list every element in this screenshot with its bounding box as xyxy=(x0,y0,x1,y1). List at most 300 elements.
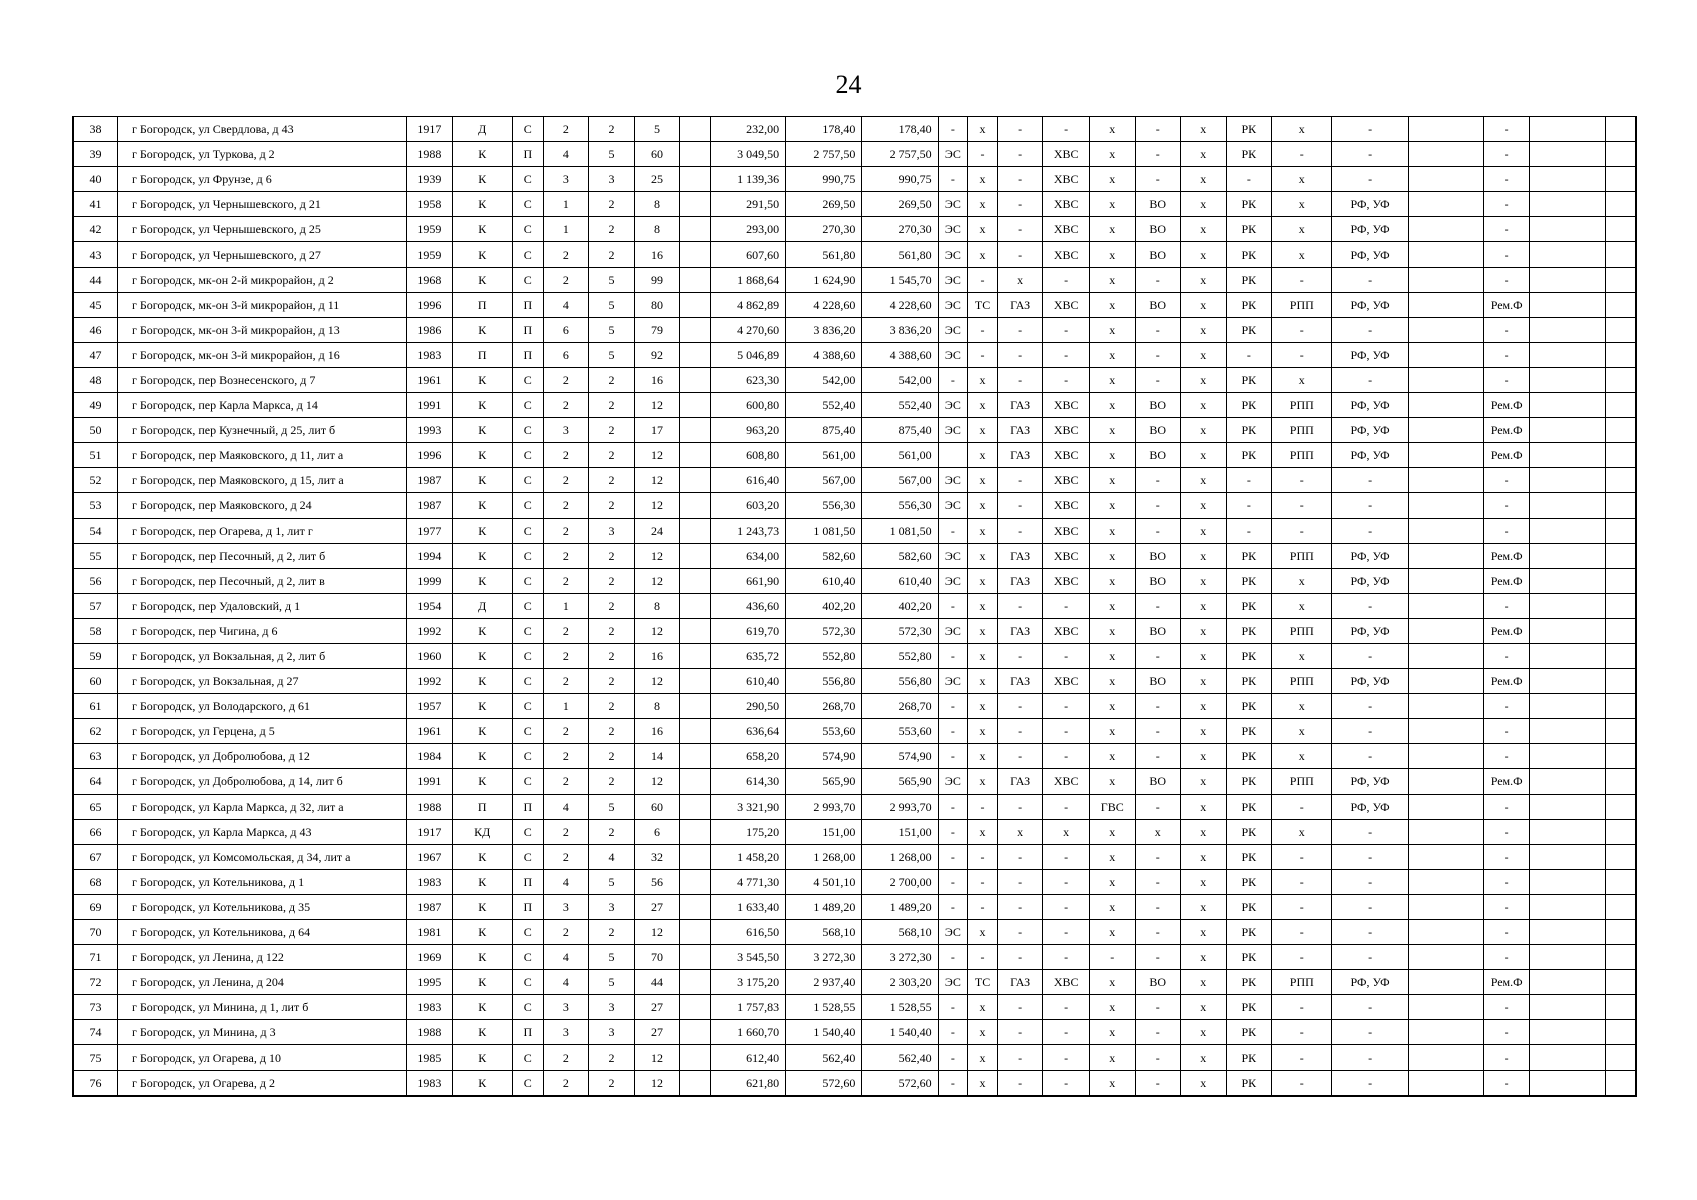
table-row xyxy=(73,669,1636,694)
table-cell xyxy=(1605,819,1636,844)
table-cell: С xyxy=(512,844,543,869)
table-row xyxy=(73,242,1636,267)
table-cell: К xyxy=(452,493,512,518)
table-cell: К xyxy=(452,317,512,342)
table-cell: С xyxy=(512,167,543,192)
table-cell: х xyxy=(1089,643,1135,668)
table-cell: х xyxy=(1089,844,1135,869)
table-cell: 3 xyxy=(589,1020,635,1045)
table-cell: ХВС xyxy=(1043,418,1090,443)
table-cell: - xyxy=(938,819,968,844)
table-cell xyxy=(680,945,711,970)
table-cell: 2 xyxy=(589,643,635,668)
address-cell: г Богородск, ул Карла Маркса, д 43 xyxy=(117,819,406,844)
table-cell: х xyxy=(1181,418,1227,443)
table-cell: х xyxy=(1089,142,1135,167)
table-cell: - xyxy=(938,794,968,819)
table-cell xyxy=(1408,769,1483,794)
table-cell: - xyxy=(1483,920,1530,945)
table-cell: - xyxy=(1226,493,1272,518)
table-row xyxy=(73,970,1636,995)
table-cell: 178,40 xyxy=(862,117,938,142)
table-row xyxy=(73,192,1636,217)
table-cell: - xyxy=(1483,1070,1530,1096)
table-cell xyxy=(1530,794,1605,819)
table-cell xyxy=(1530,669,1605,694)
table-cell: 1988 xyxy=(407,142,453,167)
table-cell: С xyxy=(512,945,543,970)
table-cell: К xyxy=(452,242,512,267)
table-cell: 65 xyxy=(73,794,117,819)
table-cell: 574,90 xyxy=(786,744,862,769)
table-cell: - xyxy=(1483,217,1530,242)
table-cell: - xyxy=(997,317,1043,342)
table-cell: К xyxy=(452,694,512,719)
table-cell: - xyxy=(1332,920,1408,945)
table-cell: РК xyxy=(1226,267,1272,292)
table-cell: - xyxy=(1043,1045,1090,1070)
table-cell: 1981 xyxy=(407,920,453,945)
table-cell: - xyxy=(1332,869,1408,894)
table-cell: С xyxy=(512,242,543,267)
table-cell: 572,60 xyxy=(862,1070,938,1096)
table-cell xyxy=(1408,1045,1483,1070)
table-cell: 1992 xyxy=(407,669,453,694)
table-cell: х xyxy=(968,1045,998,1070)
table-cell: - xyxy=(1272,317,1332,342)
table-cell: РК xyxy=(1226,418,1272,443)
table-cell: х xyxy=(1272,819,1332,844)
table-cell: - xyxy=(1483,643,1530,668)
table-cell: 1 458,20 xyxy=(710,844,785,869)
table-cell xyxy=(1605,719,1636,744)
table-cell xyxy=(1530,443,1605,468)
table-cell: ГАЗ xyxy=(997,443,1043,468)
table-cell: РК xyxy=(1226,568,1272,593)
table-cell xyxy=(1408,242,1483,267)
table-cell: 12 xyxy=(634,568,680,593)
table-cell: ХВС xyxy=(1043,618,1090,643)
table-cell: 8 xyxy=(634,593,680,618)
table-cell: 2 xyxy=(589,242,635,267)
table-cell: - xyxy=(1483,493,1530,518)
table-cell: 12 xyxy=(634,443,680,468)
table-cell: К xyxy=(452,543,512,568)
table-cell xyxy=(1605,367,1636,392)
table-cell: П xyxy=(512,869,543,894)
table-cell: 54 xyxy=(73,518,117,543)
table-cell xyxy=(1408,844,1483,869)
table-cell: ХВС xyxy=(1043,543,1090,568)
table-cell: С xyxy=(512,744,543,769)
table-row xyxy=(73,1020,1636,1045)
table-cell xyxy=(1408,719,1483,744)
table-cell: РК xyxy=(1226,543,1272,568)
address-cell: г Богородск, ул Добролюбова, д 12 xyxy=(117,744,406,769)
table-cell: П xyxy=(512,1020,543,1045)
table-row xyxy=(73,920,1636,945)
table-cell xyxy=(1408,669,1483,694)
table-cell: х xyxy=(1089,468,1135,493)
table-cell: - xyxy=(968,869,998,894)
table-cell xyxy=(1408,117,1483,142)
table-cell: К xyxy=(452,568,512,593)
table-cell: - xyxy=(1272,493,1332,518)
table-cell: 1961 xyxy=(407,719,453,744)
table-cell: 99 xyxy=(634,267,680,292)
table-cell: С xyxy=(512,267,543,292)
table-cell: Рем.Ф xyxy=(1483,769,1530,794)
table-cell: РФ, УФ xyxy=(1332,794,1408,819)
table-cell: К xyxy=(452,920,512,945)
table-cell: х xyxy=(1181,669,1227,694)
table-cell: - xyxy=(1483,694,1530,719)
table-cell: х xyxy=(1089,543,1135,568)
table-cell: - xyxy=(1135,1020,1181,1045)
table-cell: 1988 xyxy=(407,794,453,819)
table-cell: 2 xyxy=(589,920,635,945)
table-cell: 1991 xyxy=(407,393,453,418)
table-cell: 2 xyxy=(543,1070,589,1096)
table-cell: ЭС xyxy=(938,393,968,418)
table-cell: х xyxy=(968,593,998,618)
table-cell: 2 xyxy=(543,618,589,643)
table-cell: 1977 xyxy=(407,518,453,543)
table-cell: 607,60 xyxy=(710,242,785,267)
table-cell: - xyxy=(938,894,968,919)
table-cell xyxy=(1530,694,1605,719)
table-cell xyxy=(1530,1045,1605,1070)
table-cell: х xyxy=(1272,217,1332,242)
table-cell: 268,70 xyxy=(786,694,862,719)
table-cell: Рем.Ф xyxy=(1483,669,1530,694)
table-cell: 73 xyxy=(73,995,117,1020)
table-cell: 4 388,60 xyxy=(862,342,938,367)
table-cell: х xyxy=(1089,418,1135,443)
table-cell: ТС xyxy=(968,292,998,317)
table-cell: - xyxy=(1043,869,1090,894)
table-cell: К xyxy=(452,669,512,694)
table-cell: Рем.Ф xyxy=(1483,970,1530,995)
table-cell: - xyxy=(1483,468,1530,493)
table-cell: х xyxy=(1181,117,1227,142)
table-cell: - xyxy=(997,945,1043,970)
table-cell: 4 xyxy=(543,869,589,894)
table-cell: - xyxy=(997,167,1043,192)
table-cell: ЭС xyxy=(938,468,968,493)
table-cell: 38 xyxy=(73,117,117,142)
table-cell xyxy=(1408,367,1483,392)
table-cell: П xyxy=(512,894,543,919)
table-cell: ЭС xyxy=(938,192,968,217)
table-cell xyxy=(680,117,711,142)
table-cell: х xyxy=(1181,920,1227,945)
table-cell: - xyxy=(968,342,998,367)
table-cell: 1991 xyxy=(407,769,453,794)
table-cell: - xyxy=(1483,719,1530,744)
table-cell: ХВС xyxy=(1043,142,1090,167)
table-cell xyxy=(1530,267,1605,292)
table-row xyxy=(73,217,1636,242)
table-cell: - xyxy=(1043,1020,1090,1045)
table-cell: - xyxy=(1332,117,1408,142)
table-cell: ЭС xyxy=(938,342,968,367)
address-cell: г Богородск, пер Кузнечный, д 25, лит б xyxy=(117,418,406,443)
table-cell: 5 xyxy=(589,342,635,367)
table-cell: х xyxy=(968,643,998,668)
table-cell: 60 xyxy=(73,669,117,694)
table-cell: - xyxy=(1332,468,1408,493)
table-cell: - xyxy=(1135,719,1181,744)
table-cell: - xyxy=(1043,995,1090,1020)
table-cell: ВО xyxy=(1135,418,1181,443)
table-cell: 178,40 xyxy=(786,117,862,142)
table-cell: С xyxy=(512,493,543,518)
table-cell: 553,60 xyxy=(862,719,938,744)
table-cell xyxy=(1605,518,1636,543)
table-cell: - xyxy=(938,1070,968,1096)
table-cell: К xyxy=(452,367,512,392)
table-cell: 1 540,40 xyxy=(862,1020,938,1045)
table-cell: РК xyxy=(1226,970,1272,995)
table-cell xyxy=(1408,292,1483,317)
table-cell xyxy=(1408,418,1483,443)
table-cell: 2 xyxy=(589,493,635,518)
table-cell: - xyxy=(997,242,1043,267)
table-cell: ХВС xyxy=(1043,669,1090,694)
table-cell: - xyxy=(1272,995,1332,1020)
table-cell: 1 757,83 xyxy=(710,995,785,1020)
table-cell: РФ, УФ xyxy=(1332,669,1408,694)
table-cell: х xyxy=(1181,694,1227,719)
table-cell: х xyxy=(1089,744,1135,769)
table-cell: РК xyxy=(1226,995,1272,1020)
table-cell xyxy=(680,694,711,719)
table-cell: ЭС xyxy=(938,267,968,292)
table-cell: х xyxy=(1181,794,1227,819)
table-cell: С xyxy=(512,443,543,468)
table-row xyxy=(73,593,1636,618)
table-cell: - xyxy=(1332,142,1408,167)
table-cell: 565,90 xyxy=(862,769,938,794)
table-cell: - xyxy=(1332,367,1408,392)
table-cell: 542,00 xyxy=(862,367,938,392)
table-cell: К xyxy=(452,769,512,794)
table-cell: РК xyxy=(1226,292,1272,317)
table-cell: 68 xyxy=(73,869,117,894)
table-cell: 1 540,40 xyxy=(786,1020,862,1045)
table-cell xyxy=(680,819,711,844)
table-cell xyxy=(1408,443,1483,468)
table-cell: х xyxy=(1089,167,1135,192)
table-cell: х xyxy=(1181,970,1227,995)
table-cell: К xyxy=(452,844,512,869)
table-cell: 4 270,60 xyxy=(710,317,785,342)
table-cell: - xyxy=(1135,1045,1181,1070)
table-cell xyxy=(1530,367,1605,392)
table-cell: С xyxy=(512,819,543,844)
table-cell: - xyxy=(938,167,968,192)
table-cell: х xyxy=(968,518,998,543)
table-cell: - xyxy=(1483,342,1530,367)
table-cell: - xyxy=(997,719,1043,744)
table-cell: 3 xyxy=(543,1020,589,1045)
table-row xyxy=(73,468,1636,493)
table-cell: 3 xyxy=(543,894,589,919)
table-cell: 70 xyxy=(634,945,680,970)
table-cell: РФ, УФ xyxy=(1332,342,1408,367)
table-cell: х xyxy=(1181,769,1227,794)
table-cell: 293,00 xyxy=(710,217,785,242)
table-cell xyxy=(1605,217,1636,242)
table-cell xyxy=(1605,669,1636,694)
table-cell: С xyxy=(512,970,543,995)
table-cell: х xyxy=(1272,593,1332,618)
table-cell: С xyxy=(512,518,543,543)
table-row xyxy=(73,1045,1636,1070)
table-cell: ХВС xyxy=(1043,769,1090,794)
table-cell: х xyxy=(1181,543,1227,568)
table-cell xyxy=(680,192,711,217)
table-cell: С xyxy=(512,543,543,568)
table-cell: 268,70 xyxy=(862,694,938,719)
table-cell: х xyxy=(968,117,998,142)
table-cell: 269,50 xyxy=(862,192,938,217)
table-cell xyxy=(1605,694,1636,719)
table-cell: - xyxy=(968,844,998,869)
table-cell: х xyxy=(1089,342,1135,367)
table-cell: х xyxy=(1089,1020,1135,1045)
table-cell: х xyxy=(1089,568,1135,593)
table-cell: 2 757,50 xyxy=(862,142,938,167)
table-cell: 1954 xyxy=(407,593,453,618)
table-cell: х xyxy=(1272,242,1332,267)
table-cell: 568,10 xyxy=(862,920,938,945)
table-row xyxy=(73,945,1636,970)
table-cell: х xyxy=(1089,995,1135,1020)
address-cell: г Богородск, пер Карла Маркса, д 14 xyxy=(117,393,406,418)
table-cell: 582,60 xyxy=(786,543,862,568)
table-cell: - xyxy=(997,1070,1043,1096)
table-cell: 2 xyxy=(543,518,589,543)
table-cell: 6 xyxy=(543,317,589,342)
table-cell: ГАЗ xyxy=(997,543,1043,568)
table-cell: 1917 xyxy=(407,819,453,844)
table-cell: 1 xyxy=(543,593,589,618)
table-cell: К xyxy=(452,744,512,769)
table-cell: 17 xyxy=(634,418,680,443)
table-row xyxy=(73,142,1636,167)
table-cell: 12 xyxy=(634,769,680,794)
table-cell: 552,40 xyxy=(786,393,862,418)
table-cell: 12 xyxy=(634,393,680,418)
table-cell: 151,00 xyxy=(786,819,862,844)
table-cell xyxy=(1408,192,1483,217)
table-cell: - xyxy=(1043,719,1090,744)
table-cell xyxy=(1530,970,1605,995)
table-cell: - xyxy=(1043,794,1090,819)
table-cell: РПП xyxy=(1272,669,1332,694)
table-cell: 3 049,50 xyxy=(710,142,785,167)
table-cell: 2 xyxy=(589,769,635,794)
table-cell: - xyxy=(1272,844,1332,869)
table-cell xyxy=(1605,894,1636,919)
table-cell xyxy=(1605,920,1636,945)
table-cell: - xyxy=(1135,744,1181,769)
table-cell: - xyxy=(968,945,998,970)
table-cell: РК xyxy=(1226,719,1272,744)
table-cell: РПП xyxy=(1272,769,1332,794)
table-cell: ЭС xyxy=(938,920,968,945)
table-cell xyxy=(1530,643,1605,668)
table-cell: 2 xyxy=(589,568,635,593)
table-cell xyxy=(680,1070,711,1096)
table-cell: - xyxy=(1332,593,1408,618)
table-cell xyxy=(1408,142,1483,167)
table-cell: - xyxy=(997,869,1043,894)
table-cell: 621,80 xyxy=(710,1070,785,1096)
table-cell: 76 xyxy=(73,1070,117,1096)
table-cell: 661,90 xyxy=(710,568,785,593)
table-cell: 1967 xyxy=(407,844,453,869)
table-cell: - xyxy=(1226,468,1272,493)
address-cell: г Богородск, пер Чигина, д 6 xyxy=(117,618,406,643)
table-cell xyxy=(1605,468,1636,493)
table-cell: 12 xyxy=(634,1070,680,1096)
address-cell: г Богородск, ул Ленина, д 204 xyxy=(117,970,406,995)
table-cell: - xyxy=(1089,945,1135,970)
table-cell: ХВС xyxy=(1043,518,1090,543)
table-cell: - xyxy=(997,995,1043,1020)
table-cell xyxy=(1408,543,1483,568)
table-cell: х xyxy=(1272,719,1332,744)
table-cell xyxy=(1408,995,1483,1020)
table-cell xyxy=(1605,794,1636,819)
table-cell: 610,40 xyxy=(786,568,862,593)
table-cell: С xyxy=(512,1070,543,1096)
table-cell: х xyxy=(1181,618,1227,643)
table-cell: 3 xyxy=(543,418,589,443)
table-cell xyxy=(1605,317,1636,342)
table-cell xyxy=(1605,393,1636,418)
table-cell: - xyxy=(938,869,968,894)
table-cell: х xyxy=(968,744,998,769)
table-cell: - xyxy=(1483,117,1530,142)
table-cell: - xyxy=(1043,694,1090,719)
table-cell: РК xyxy=(1226,819,1272,844)
table-cell xyxy=(1530,142,1605,167)
table-cell xyxy=(1408,317,1483,342)
table-row xyxy=(73,1070,1636,1096)
table-cell xyxy=(1408,167,1483,192)
table-cell xyxy=(1605,142,1636,167)
table-cell: - xyxy=(1135,317,1181,342)
address-cell: г Богородск, ул Чернышевского, д 21 xyxy=(117,192,406,217)
table-cell: ГВС xyxy=(1089,794,1135,819)
table-cell: - xyxy=(1135,995,1181,1020)
table-cell: - xyxy=(1272,869,1332,894)
table-cell: - xyxy=(1043,844,1090,869)
table-cell xyxy=(1530,920,1605,945)
address-cell: г Богородск, ул Огарева, д 10 xyxy=(117,1045,406,1070)
table-cell: ЭС xyxy=(938,317,968,342)
table-cell: - xyxy=(997,794,1043,819)
table-cell: 64 xyxy=(73,769,117,794)
table-cell: 2 xyxy=(589,468,635,493)
table-cell xyxy=(680,844,711,869)
table-cell: х xyxy=(1181,945,1227,970)
table-cell: х xyxy=(1181,468,1227,493)
